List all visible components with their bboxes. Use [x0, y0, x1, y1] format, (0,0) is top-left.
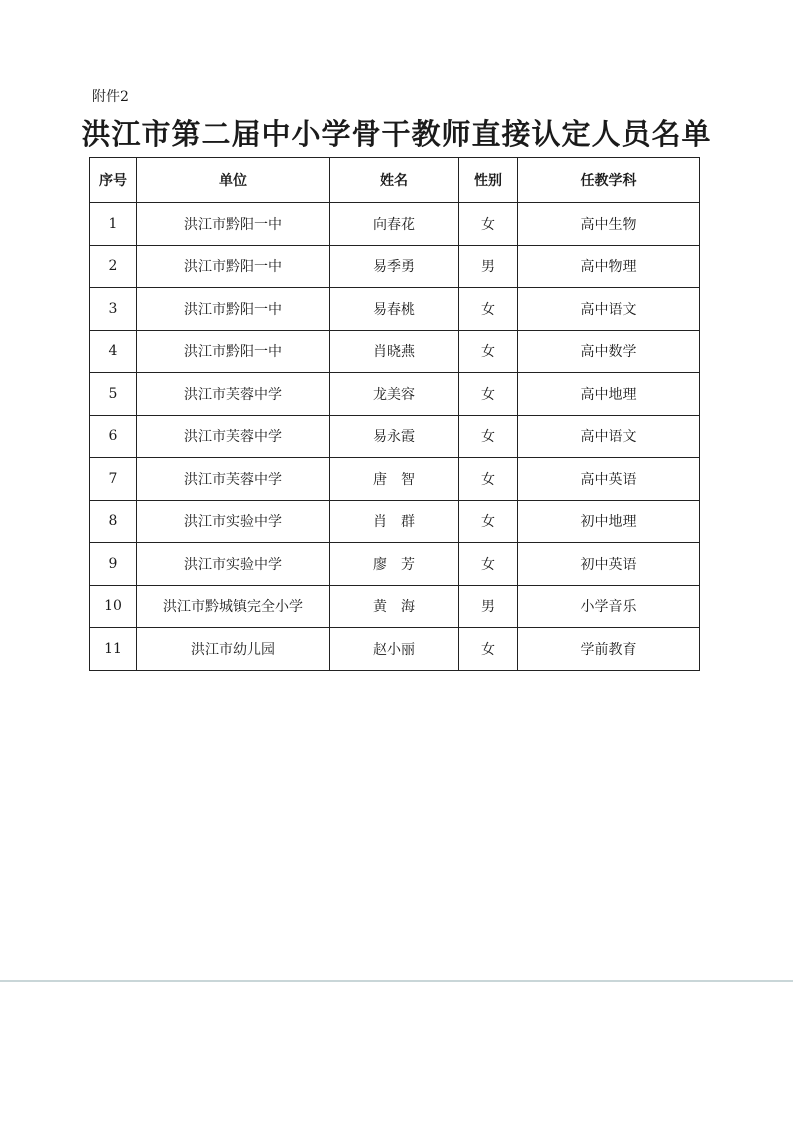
cell-subject: 高中物理 — [518, 245, 700, 288]
cell-subject: 小学音乐 — [518, 585, 700, 628]
cell-unit: 洪江市黔阳一中 — [137, 203, 330, 246]
table-row — [90, 458, 700, 501]
header-index: 序号 — [90, 158, 137, 203]
table-row — [90, 585, 700, 628]
cell-name: 易季勇 — [330, 245, 459, 288]
cell-subject: 高中英语 — [518, 458, 700, 501]
table-row — [90, 500, 700, 543]
cell-gender: 女 — [459, 203, 518, 246]
cell-subject: 高中数学 — [518, 330, 700, 373]
cell-subject: 高中语文 — [518, 415, 700, 458]
cell-gender: 女 — [459, 330, 518, 373]
cell-gender: 男 — [459, 585, 518, 628]
cell-subject: 学前教育 — [518, 628, 700, 671]
cell-index: 1 — [90, 203, 137, 246]
cell-unit: 洪江市幼儿园 — [137, 628, 330, 671]
teacher-list-table — [89, 157, 700, 671]
cell-unit: 洪江市实验中学 — [137, 543, 330, 586]
cell-gender: 女 — [459, 288, 518, 331]
table-row — [90, 288, 700, 331]
cell-index: 3 — [90, 288, 137, 331]
cell-unit: 洪江市芙蓉中学 — [137, 458, 330, 501]
cell-name: 易永霞 — [330, 415, 459, 458]
header-subject: 任教学科 — [518, 158, 700, 203]
cell-index: 11 — [90, 628, 137, 671]
cell-name: 肖晓燕 — [330, 330, 459, 373]
cell-unit: 洪江市实验中学 — [137, 500, 330, 543]
cell-name: 唐 智 — [330, 458, 459, 501]
cell-index: 2 — [90, 245, 137, 288]
cell-name: 赵小丽 — [330, 628, 459, 671]
cell-gender: 女 — [459, 543, 518, 586]
cell-gender: 女 — [459, 628, 518, 671]
cell-index: 7 — [90, 458, 137, 501]
cell-index: 5 — [90, 373, 137, 416]
header-gender: 性别 — [459, 158, 518, 203]
document-title: 洪江市第二届中小学骨干教师直接认定人员名单 — [81, 117, 712, 151]
table-row — [90, 543, 700, 586]
cell-index: 8 — [90, 500, 137, 543]
cell-subject: 高中语文 — [518, 288, 700, 331]
cell-subject: 初中英语 — [518, 543, 700, 586]
cell-gender: 女 — [459, 458, 518, 501]
cell-unit: 洪江市芙蓉中学 — [137, 415, 330, 458]
table-row — [90, 628, 700, 671]
cell-index: 10 — [90, 585, 137, 628]
cell-index: 4 — [90, 330, 137, 373]
cell-name: 黄 海 — [330, 585, 459, 628]
cell-name: 龙美容 — [330, 373, 459, 416]
cell-unit: 洪江市芙蓉中学 — [137, 373, 330, 416]
cell-name: 易春桃 — [330, 288, 459, 331]
cell-gender: 女 — [459, 500, 518, 543]
table-row — [90, 373, 700, 416]
cell-unit: 洪江市黔阳一中 — [137, 288, 330, 331]
cell-unit: 洪江市黔阳一中 — [137, 330, 330, 373]
cell-subject: 高中生物 — [518, 203, 700, 246]
cell-gender: 女 — [459, 415, 518, 458]
header-unit: 单位 — [137, 158, 330, 203]
cell-gender: 男 — [459, 245, 518, 288]
header-name: 姓名 — [330, 158, 459, 203]
cell-name: 廖 芳 — [330, 543, 459, 586]
cell-unit: 洪江市黔阳一中 — [137, 245, 330, 288]
cell-gender: 女 — [459, 373, 518, 416]
table-header-row — [90, 158, 700, 203]
table-row — [90, 415, 700, 458]
attachment-label: 附件2 — [92, 89, 129, 105]
scan-divider-line — [0, 980, 793, 982]
table-row — [90, 245, 700, 288]
table-row — [90, 203, 700, 246]
table-row — [90, 330, 700, 373]
cell-index: 6 — [90, 415, 137, 458]
cell-subject: 初中地理 — [518, 500, 700, 543]
cell-name: 肖 群 — [330, 500, 459, 543]
cell-index: 9 — [90, 543, 137, 586]
cell-subject: 高中地理 — [518, 373, 700, 416]
cell-name: 向春花 — [330, 203, 459, 246]
cell-unit: 洪江市黔城镇完全小学 — [137, 585, 330, 628]
